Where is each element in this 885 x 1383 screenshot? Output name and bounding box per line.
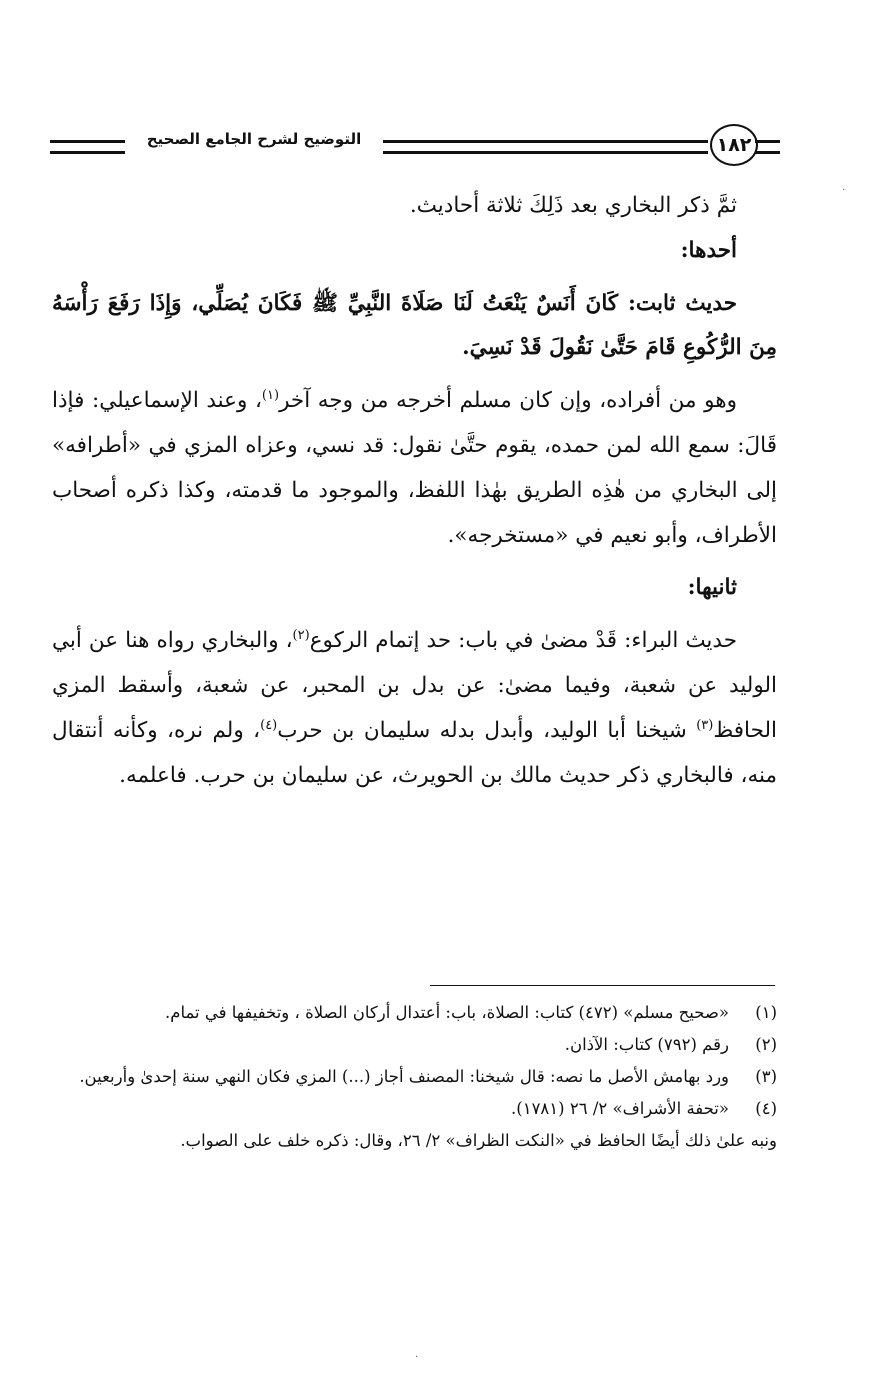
footnote-number: (٤) bbox=[755, 1099, 777, 1118]
header-rule-left bbox=[50, 140, 125, 154]
main-text bbox=[52, 184, 777, 798]
scan-speck: · bbox=[842, 185, 846, 196]
footnote-continuation: ونبه علىٰ ذلك أيضًا الحافظ في «النكت الظراف» ٢/ ٢٦، وقال: ذكره خلف على الصواب. bbox=[180, 1131, 777, 1150]
footnote-separator bbox=[430, 985, 775, 986]
footnote-ref-2[interactable]: (٢) bbox=[292, 628, 310, 644]
header-rule-middle bbox=[383, 140, 708, 154]
header-rule-right bbox=[755, 140, 780, 154]
footnote-ref-4[interactable]: (٤) bbox=[260, 717, 278, 733]
commentary-1-text-a: وهو من أفراده، وإن كان مسلم أخرجه من وجه آخر bbox=[279, 388, 737, 414]
footnote-number: (٢) bbox=[755, 1035, 777, 1054]
footnote-text: رقم (٧٩٢) كتاب: الآذان. bbox=[564, 1035, 729, 1054]
footnote-4 bbox=[55, 1093, 777, 1125]
footnote-2 bbox=[55, 1029, 777, 1061]
hadith-2-text-b: ، والبخاري رواه هنا عن أبي الوليد عن شعبة، وفيما مضىٰ: عن بدل بن المحبر، عن شعبة، وأسقط المزي الحافظ bbox=[52, 628, 777, 743]
footnote-3 bbox=[55, 1061, 777, 1093]
footnote-text: «تحفة الأشراف» ٢/ ٢٦ (١٧٨١). bbox=[511, 1099, 729, 1118]
commentary-1-paragraph bbox=[52, 379, 777, 558]
footnote-text: ورد بهامش الأصل ما نصه: قال شيخنا: المصنف أجاز (...) المزي فكان النهي سنة إحدىٰ وأربعين. bbox=[79, 1067, 729, 1086]
footnote-number: (٣) bbox=[755, 1067, 777, 1086]
first-heading: أحدها: bbox=[680, 237, 737, 263]
hadith-2-text-c: شيخنا أبا الوليد، وأبدل بدله سليمان بن حرب bbox=[277, 717, 697, 743]
footnote-ref-1[interactable]: (١) bbox=[261, 388, 280, 404]
scan-speck: · bbox=[415, 1352, 419, 1363]
running-title: التوضيح لشرح الجامع الصحيح bbox=[146, 130, 362, 148]
footnotes bbox=[55, 997, 777, 1157]
intro-paragraph: ثمَّ ذكر البخاري بعد ذَلِكَ ثلاثة أحاديث. bbox=[409, 193, 737, 218]
hadith-1-paragraph: حديث ثابت: كَانَ أَنَسٌ يَنْعَتُ لَنَا صَلَاةَ النَّبِيِّ ﷺ فَكَانَ يُصَلِّي، وَإِذَا رَفَعَ رَأْسَهُ مِنَ الرُّكُوعِ قَامَ حَتَّىٰ نَقُولَ قَدْ نَسِيَ. bbox=[52, 290, 777, 361]
footnote-1 bbox=[55, 997, 777, 1029]
hadith-2-paragraph bbox=[52, 619, 777, 798]
hadith-2-text-d: ، ولم نره، وكأنه أنتقال منه، فالبخاري ذكر حديث مالك بن الحويرث، عن سليمان بن حرب. فاعلمه. bbox=[52, 717, 777, 788]
page-header bbox=[50, 122, 780, 172]
commentary-1-text-b: ، وعند الإسماعيلي: فإذا قَالَ: سمع الله لمن حمده، يقوم حتَّىٰ نقول: قد نسي، وعزاه المزي في «أطرافه» إلى البخاري من هٰذِه الطريق بهٰذا اللفظ، والموجود ما قدمته، وكذا ذكره أصحاب الأطراف، وأبو نعيم في «مستخرجه». bbox=[52, 388, 777, 548]
hadith-2-text-a: حديث البراء: قَدْ مضىٰ في باب: حد إتمام الركوع bbox=[309, 628, 737, 654]
page-number: ١٨٢ bbox=[710, 124, 758, 166]
footnote-ref-3[interactable]: (٣) bbox=[696, 717, 714, 733]
footnote-text: «صحيح مسلم» (٤٧٢) كتاب: الصلاة، باب: أعتدال أركان الصلاة ، وتخفيفها في تمام. bbox=[164, 1003, 729, 1022]
footnote-number: (١) bbox=[755, 1003, 777, 1022]
second-heading: ثانيها: bbox=[687, 575, 737, 601]
